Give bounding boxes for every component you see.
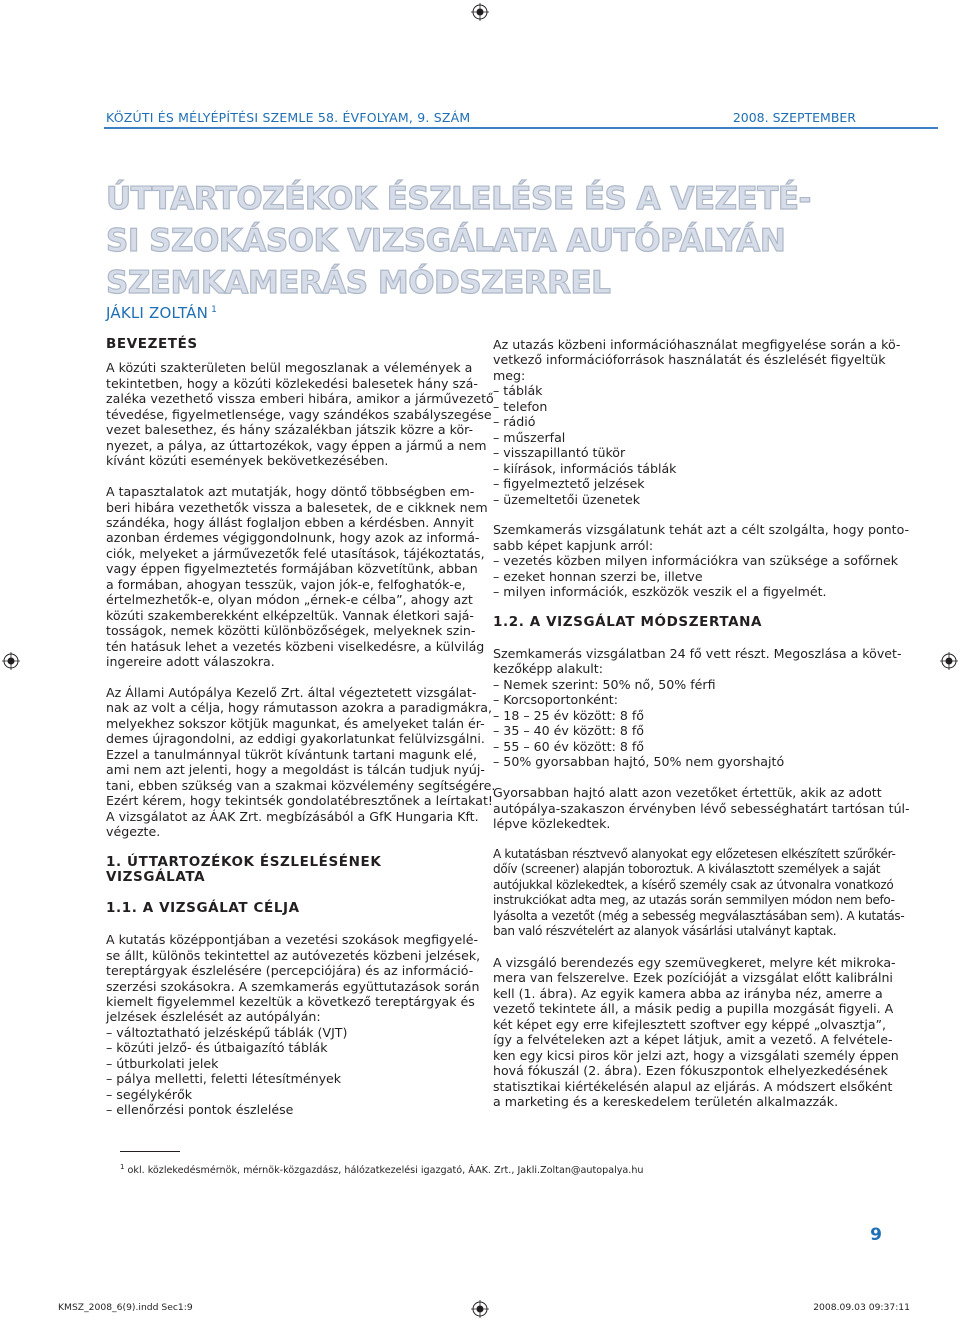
list-item: – Nemek szerint: 50% nő, 50% férfi: [493, 676, 716, 692]
text-line: azonban érdemes végiggondolnunk, hogy azok az informá-: [106, 530, 480, 546]
text-line: autópálya-szakaszon érvényben lévő sebességhatárt tartósan túl-: [493, 800, 910, 816]
text-line: végezte.: [106, 824, 161, 840]
right-column: [493, 337, 910, 1110]
list-item: – 55 – 60 év között: 8 fő: [493, 738, 645, 754]
header-rule: [104, 127, 938, 129]
text-line: se állt, különös tekintettel az autóvezetés közbeni jelzések,: [106, 947, 481, 963]
title-line: ÚTTARTOZÉKOK ÉSZLELÉSE ÉS A VEZETÉ-: [106, 181, 811, 217]
text-line: ami nem azt jelenti, hogy a megoldást is tálcán tudjuk nyúj-: [106, 762, 485, 778]
list-item: – kiírások, információs táblák: [493, 460, 677, 476]
section-heading-1-1: 1.1. A VIZSGÁLAT CÉLJA: [106, 900, 300, 917]
text-line: A kutatásban résztvevő alanyokat egy előzetesen elkészített szűrőkér-: [493, 846, 896, 861]
text-line: kiemelt figyelemmel kezeltük a következő tereptárgyak és: [106, 993, 475, 1009]
text-line: tén hatásuk lehet a vezetés közbeni viselkedésre, a külvilág: [106, 638, 485, 654]
title-line: SI SZOKÁSOK VIZSGÁLATA AUTÓPÁLYÁN: [106, 223, 786, 259]
list-item: – figyelmeztető jelzések: [493, 476, 645, 492]
list-item: – táblák: [493, 383, 543, 399]
list-item: – visszapillantó tükör: [493, 445, 626, 461]
list-item: – Korcsoportonként:: [493, 692, 618, 708]
text-line: vetkező információforrások használatát és észlelését figyeltük: [493, 352, 886, 368]
list-item: – milyen információk, eszközök veszik el a figyelmét.: [493, 584, 827, 600]
text-line: tosságok, nemek közötti különbözőségek, melyeknek szin-: [106, 623, 476, 639]
footnote: [120, 1163, 644, 1176]
paragraph-aak: [106, 684, 496, 840]
text-line: demes újragondolni, az eddigi gyakorlatunkat felülvizsgálni.: [106, 731, 485, 747]
text-line: – változtatható jelzésképű táblák (VJT): [106, 1024, 348, 1040]
text-line: tereptárgyak észlelésére (percepciójára) és az információ-: [106, 963, 474, 979]
text-line: meg:: [493, 367, 526, 383]
section-heading-1: 1. ÚTTARTOZÉKOK ÉSZLELÉSÉNEK VIZSGÁLATA: [106, 853, 382, 886]
text-line: statisztikai kiértékelésén alapul az eljárás. A módszert elsőként: [493, 1078, 893, 1094]
text-line: közúti szakemberekként elképzeltük. Vannak életkori sajá-: [106, 607, 474, 623]
text-line: két képet egy erre kifejlesztett szoftver egy képpé „olvasztja”,: [493, 1016, 887, 1032]
paragraph-equipment: [493, 955, 899, 1110]
text-line: nak az volt a célja, hogy rámutasson azokra a paradigmákra,: [106, 700, 493, 716]
text-line: beri hibára vezethetők vissza a balesetek, de e cikknek nem: [106, 499, 488, 515]
text-line: kell (1. ábra). Az egyik kamera abba az irányba néz, amerre a: [493, 985, 883, 1001]
text-line: ken egy kicsi piros kör jelzi azt, hogy a vizsgálati személy éppen: [493, 1047, 899, 1063]
text-line: ban való részvételért az alanyok vásárlási utalványt kaptak.: [493, 924, 837, 939]
article-title: [106, 178, 886, 304]
text-line: lyásolta a vezetőt (még a sebesség megválasztásában sem). A kutatás-: [493, 908, 905, 923]
text-line: – ellenőrzési pontok észlelése: [106, 1102, 294, 1118]
text-line: szándéka, hogy állást foglaljon ebben a kérdésben. Annyit: [106, 514, 474, 530]
paragraph-experience: [106, 484, 488, 670]
list-item: – műszerfal: [493, 429, 566, 445]
text-line: Ezzel a tanulmánnyal tükröt kívántunk tartani magunk elé,: [106, 746, 477, 762]
author-name: JÁKLI ZOLTÁN: [106, 304, 209, 322]
text-line: lépve közlekedtek.: [493, 815, 611, 831]
text-line: Az Állami Autópálya Kezelő Zrt. által végeztetett vizsgálat-: [106, 684, 477, 700]
text-line: nyezet, a pálya, az úttartozékok, vagy éppen a jármű a nem: [106, 437, 487, 453]
text-line: A vizsgáló berendezés egy szemüvegkeret, melyre két mikroka-: [493, 955, 896, 971]
text-line: Ezért kérem, hogy tekintsék gondolatébresztőnek a leírtakat!: [106, 793, 493, 809]
list-item: – 50% gyorsabban hajtó, 50% nem gyorshajtó: [493, 754, 785, 770]
text-line: Szemkamerás vizsgálatunk tehát azt a célt szolgálta, hogy ponto-: [493, 522, 910, 538]
text-line: vezető tekintete áll, a másik pedig a pupilla mozgását figyeli. A: [493, 1001, 894, 1017]
registration-mark-icon: [940, 652, 958, 670]
text-line: szerzési szokásokra. A szemkamerás együttutazások során: [106, 978, 480, 994]
list-item: – üzemeltetői üzenetek: [493, 491, 641, 507]
text-line: sabb képet kapjunk arról:: [493, 537, 654, 553]
text-line: mera van felszerelve. Ezek pozícióját a vizsgálat előtt kalibrálni: [493, 970, 893, 986]
footnote-text: okl. közlekedésmérnök, mérnök-közgazdász, hálózatkezelési igazgató, ÁAK. Zrt., Jakli.Zoltan@autopalya.hu: [127, 1165, 644, 1176]
text-line: – útburkolati jelek: [106, 1055, 219, 1071]
text-line: kívánt közúti események bekövetkezésében.: [106, 453, 389, 469]
text-line: A tapasztalatok azt mutatják, hogy döntő többségben em-: [106, 484, 475, 500]
list-item: – telefon: [493, 398, 548, 414]
text-line: kezőképp alakult:: [493, 661, 603, 677]
text-line: vagy éppen figyelmeztetés formájában közvetítünk, abban: [106, 561, 478, 577]
paragraph-intro: [106, 360, 494, 469]
text-line: jelzések észlelését az autópályán:: [106, 1009, 321, 1025]
list-participants: [493, 677, 855, 770]
text-line: A közúti szakterületen belül megoszlanak a vélemények a: [106, 360, 473, 376]
text-line: a formában, ahogyan tesszük, vajon jók-e, felfoghatók-e,: [106, 576, 466, 592]
list-item: – vezetés közben milyen információkra van szüksége a sofőrnek: [493, 553, 899, 569]
paragraph-recruitment: [493, 846, 905, 940]
text-line: ciók, melyeket a járművezetők felé utasítások, tájékoztatás,: [106, 545, 485, 561]
text-line: tani, ebben szükség van a szakmai közvélemény segítségére.: [106, 777, 496, 793]
text-line: értelmezhetők-e, olyan módon „érnek-e célba”, ahogy azt: [106, 592, 473, 608]
left-column: [106, 336, 496, 1118]
paragraph-speeders: [493, 785, 910, 831]
footnote-rule: [120, 1151, 180, 1152]
text-line: – pálya melletti, feletti létesítmények: [106, 1071, 342, 1087]
registration-mark-icon: [471, 3, 489, 21]
text-line: Szemkamerás vizsgálatban 24 fő vett részt. Megoszlása a követ-: [493, 646, 902, 662]
text-line: A vizsgálatot az ÁAK Zrt. megbízásából a GfK Hungaria Kft.: [106, 808, 479, 824]
text-line: Gyorsabban hajtó alatt azon vezetőket értettük, akik az adott: [493, 785, 882, 801]
text-line: tévedése, figyelmetlensége, vagy szándékos szabályszegése: [106, 406, 492, 422]
text-line: hová fókuszál (2. ábra). Ezen fókuszpontok elhelyezkedésének: [493, 1063, 888, 1079]
running-header-date: 2008. SZEPTEMBER: [732, 110, 856, 125]
text-line: – segélykérők: [106, 1086, 193, 1102]
text-line: A kutatás középpontjában a vezetési szokások megfigyelé-: [106, 932, 479, 948]
footnote-mark: 1: [120, 1163, 125, 1171]
paragraph-goal: [106, 932, 481, 1025]
text-line: tekintetben, hogy a közúti közlekedési balesetek hány szá-: [106, 375, 478, 391]
running-header-journal: KÖZÚTI ÉS MÉLYÉPÍTÉSI SZEMLE 58. ÉVFOLYAM, 9. SZÁM: [106, 110, 471, 125]
list-item: – ezeket honnan szerzi be, illetve: [493, 568, 703, 584]
slug-date: 2008.09.03 09:37:11: [813, 1302, 910, 1313]
text-line: autójukkal közlekedtek, a kísérő személy csak az útvonalra vonatkozó: [493, 877, 894, 892]
list-item: – rádió: [493, 414, 536, 430]
paragraph-purpose: [493, 522, 910, 553]
slug-file: KMSZ_2008_6(9).indd Sec1:9: [58, 1302, 193, 1313]
paragraph-info-sources: [493, 337, 901, 383]
text-line: instrukciókat adta meg, az utazás során semmilyen módon nem befo-: [493, 893, 895, 908]
list-observed-objects: [106, 1025, 468, 1118]
author: [106, 304, 217, 322]
text-line: dőív (screener) alapján toboroztuk. A kiválasztott személyek a saját: [493, 862, 881, 877]
text-line: vezet balesethez, és hány százalékban játszik közre a kör-: [106, 422, 474, 438]
text-line: zaléka vezethető vissza emberi hibára, amikor a járművezető: [106, 391, 494, 407]
text-line: Az utazás közbeni információhasználat megfigyelése során a kö-: [493, 337, 901, 352]
section-heading-intro: BEVEZETÉS: [106, 336, 198, 352]
list-info-sources: [493, 383, 855, 507]
list-item: – 18 – 25 év között: 8 fő: [493, 707, 645, 723]
section-heading-1-2: 1.2. A VIZSGÁLAT MÓDSZERTANA: [493, 614, 763, 631]
paragraph-participants: [493, 646, 902, 677]
text-line: a marketing és a kereskedelem területén alkalmazzák.: [493, 1094, 839, 1110]
text-line: – közúti jelző- és útbaigazító táblák: [106, 1040, 328, 1056]
text-line: ingereire adott válaszokra.: [106, 654, 275, 670]
text-line: melyekhez sokszor kötjük magunkat, és amelyeket talán ér-: [106, 715, 485, 731]
list-purpose: [493, 553, 899, 600]
registration-mark-icon: [471, 1300, 489, 1318]
author-footnote-mark: 1: [211, 305, 217, 315]
list-item: – 35 – 40 év között: 8 fő: [493, 723, 645, 739]
title-line: SZEMKAMERÁS MÓDSZERREL: [106, 265, 611, 301]
registration-mark-icon: [2, 652, 20, 670]
text-line: így a felvételeken azt a képet látjuk, amit a vezető. A felvétele-: [493, 1032, 893, 1048]
page-number: 9: [870, 1225, 882, 1245]
